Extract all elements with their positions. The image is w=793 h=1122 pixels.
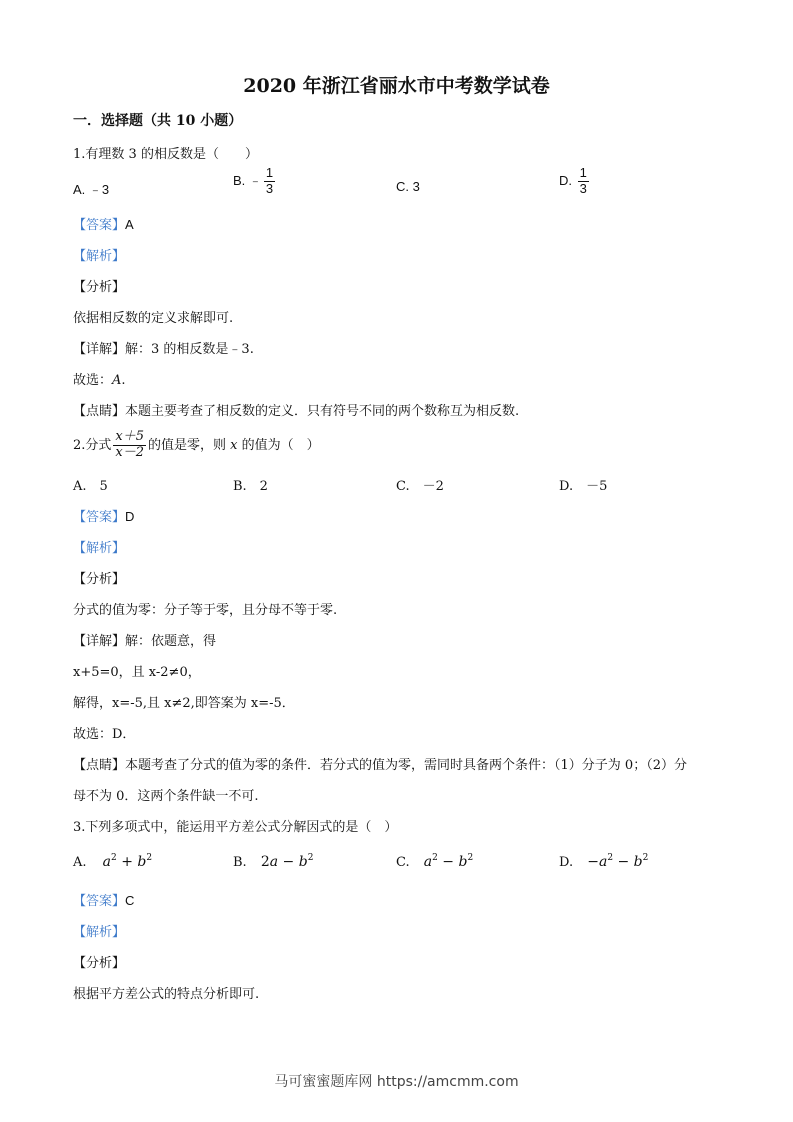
q1-xiangjie: [73, 338, 254, 357]
q1-option-b-prefix: B. ﹣: [233, 172, 262, 188]
q3-fenxi-label: 【分析】: [73, 956, 126, 971]
q2-answer-value: D: [125, 509, 135, 524]
q2-fraction: [113, 430, 146, 461]
q1-option-d-fraction: [578, 166, 589, 197]
q3-option-a-label: A.: [73, 855, 87, 870]
footer-watermark: 马可蜜蜜题库网 https://amcmm.com: [274, 1074, 519, 1090]
q3-option-d: [559, 853, 648, 870]
q3-option-d-expr: $-a^2 - b^2$: [587, 853, 649, 870]
q2-stem-var: x: [230, 437, 238, 453]
q1-answer: [73, 214, 134, 233]
q3-option-a: [73, 853, 152, 870]
q3-option-c-expr: $a^2 - b^2$: [423, 853, 474, 870]
q2-fraction-numerator: x＋5: [115, 429, 145, 444]
q2-answer-label: 【答案】: [73, 510, 126, 525]
q3-option-c: [396, 853, 473, 870]
q2-xiangjie: [73, 630, 216, 649]
q1-option-b: [233, 166, 277, 197]
q1-choice-prefix: 故选：: [73, 373, 113, 388]
q2-option-b: B. 2: [233, 479, 268, 494]
q2-dianjing-1: [73, 754, 687, 773]
page-title: 2020 年浙江省丽水市中考数学试卷: [243, 75, 550, 97]
q2-stem: [73, 430, 320, 461]
q1-option-b-numerator: 1: [265, 165, 274, 180]
q3-option-a-expr: $a^2 + b^2$: [102, 853, 153, 870]
q2-fenxi-label: 【分析】: [73, 572, 126, 587]
q2-xiangjie-text: 解：依题意，得: [125, 634, 217, 649]
q2-solution-line-2: 解得，x=-5,且 x≠2,即答案为 x=-5．: [73, 696, 295, 711]
q3-answer-label: 【答案】: [73, 894, 126, 909]
q1-answer-value: A: [125, 217, 134, 232]
q1-analysis-label: 【解析】: [73, 249, 126, 264]
q1-fenxi-label: 【分析】: [73, 280, 126, 295]
q1-option-a: A. ﹣3: [73, 182, 110, 197]
q3-option-b: [233, 853, 313, 870]
q1-xiangjie-text: 解：3 的相反数是﹣3.: [125, 342, 254, 357]
q3-answer-value: C: [125, 893, 135, 908]
q1-option-b-fraction: [264, 166, 275, 197]
q2-solution-line-1: x+5=0，且 x-2≠0，: [73, 665, 201, 680]
q2-analysis-label: 【解析】: [73, 541, 126, 556]
q1-choice: 故选：A.: [73, 373, 126, 388]
q2-stem-prefix: 2.分式: [73, 437, 112, 453]
q2-answer: [73, 506, 134, 525]
q2-dianjing-label: 【点睛】: [73, 758, 126, 773]
q2-xiangjie-label: 【详解】: [73, 634, 126, 649]
q2-option-d: D. －5: [559, 479, 608, 494]
q2-choice: 故选：D．: [73, 727, 136, 742]
q1-xiangjie-label: 【详解】: [73, 342, 126, 357]
q2-option-c: C. －2: [396, 479, 444, 494]
q1-dianjing-text: 本题主要考查了相反数的定义．只有符号不同的两个数称互为相反数.: [125, 404, 520, 419]
q1-option-d-prefix: D.: [559, 172, 572, 188]
q1-option-d-denominator: 3: [579, 180, 587, 196]
q2-option-a: A. 5: [73, 479, 108, 494]
q1-option-d-numerator: 1: [579, 165, 587, 180]
q1-dianjing: [73, 400, 519, 419]
q2-fraction-denominator: x－2: [115, 444, 145, 460]
q1-choice-value: A: [112, 373, 122, 388]
q1-dianjing-label: 【点睛】: [73, 404, 126, 419]
q2-dianjing-text-2: 母不为 0．这两个条件缺一不可.: [73, 789, 259, 804]
q2-stem-mid: 的值是零，则: [148, 437, 227, 453]
q2-fenxi-text: 分式的值为零：分子等于零，且分母不等于零.: [73, 603, 338, 618]
q3-answer: [73, 890, 134, 909]
q1-option-c: C. 3: [396, 179, 420, 194]
q2-dianjing-text-1: 本题考查了分式的值为零的条件．若分式的值为零，需同时具备两个条件：（1）分子为 0；（2）分: [125, 758, 687, 773]
q2-stem-suffix: 的值为（ ）: [241, 437, 320, 453]
q1-stem: 1.有理数 3 的相反数是（ ）: [73, 147, 258, 162]
q3-fenxi-text: 根据平方差公式的特点分析即可.: [73, 987, 260, 1002]
q1-option-b-denominator: 3: [265, 180, 274, 196]
q3-option-c-label: C.: [396, 855, 410, 870]
q1-fenxi-text: 依据相反数的定义求解即可.: [73, 311, 234, 326]
q1-answer-label: 【答案】: [73, 218, 126, 233]
q3-option-b-expr: $2a - b^2$: [260, 853, 314, 870]
q3-option-b-label: B.: [233, 855, 247, 870]
section-heading: 一．选择题（共 10 小题）: [73, 113, 243, 129]
q3-analysis-label: 【解析】: [73, 925, 126, 940]
q3-stem: 3.下列多项式中，能运用平方差公式分解因式的是（ ）: [73, 820, 398, 835]
q1-option-d: [559, 166, 591, 197]
q3-option-d-label: D.: [559, 855, 574, 870]
